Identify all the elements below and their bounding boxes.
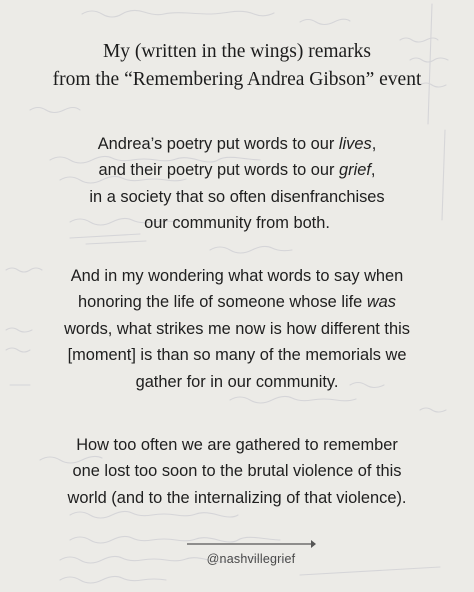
- paragraph-2-line-3: words, what strikes me now is how different this: [64, 319, 410, 338]
- paragraph-1: [0, 131, 474, 237]
- paragraph-2-line-4: [moment] is than so many of the memorials we: [67, 346, 407, 365]
- paragraph-1-line-3: in a society that so often disenfranchises: [89, 187, 385, 206]
- paragraph-2-line-5: gather for in our community.: [135, 372, 339, 391]
- paragraph-3-line-2: one lost too soon to the brutal violence of this: [72, 462, 402, 481]
- text-fragment: ,: [371, 135, 377, 153]
- page-title: [0, 38, 474, 94]
- paragraph-3: [0, 432, 474, 511]
- paragraph-2-line-2: [0, 289, 474, 315]
- text-fragment: Andrea’s poetry put words to our: [97, 135, 339, 153]
- text-fragment: ,: [370, 161, 376, 180]
- right-arrow-icon: [185, 538, 317, 550]
- text-fragment: honoring the life of someone whose life: [78, 293, 367, 312]
- emphasis-lives: lives: [338, 135, 372, 153]
- paragraph-3-line-1: How too often we are gathered to remember: [76, 436, 398, 454]
- footer: [185, 538, 317, 566]
- emphasis-grief: grief: [339, 161, 371, 180]
- title-line-2: from the “Remembering Andrea Gibson” event: [52, 69, 422, 90]
- paragraph-2: [0, 263, 474, 395]
- title-line-1: My (written in the wings) remarks: [102, 41, 372, 62]
- social-handle[interactable]: @nashvillegrief: [206, 552, 296, 566]
- paragraph-3-line-3: world (and to the internalizing of that violence).: [67, 488, 407, 507]
- emphasis-was: was: [366, 293, 396, 312]
- paragraph-1-line-2: [0, 157, 474, 183]
- paragraph-2-line-1: And in my wondering what words to say when: [70, 267, 404, 285]
- paragraph-1-line-1: [0, 131, 474, 157]
- paragraph-1-line-4: our community from both.: [144, 214, 330, 233]
- text-fragment: and their poetry put words to our: [98, 161, 340, 180]
